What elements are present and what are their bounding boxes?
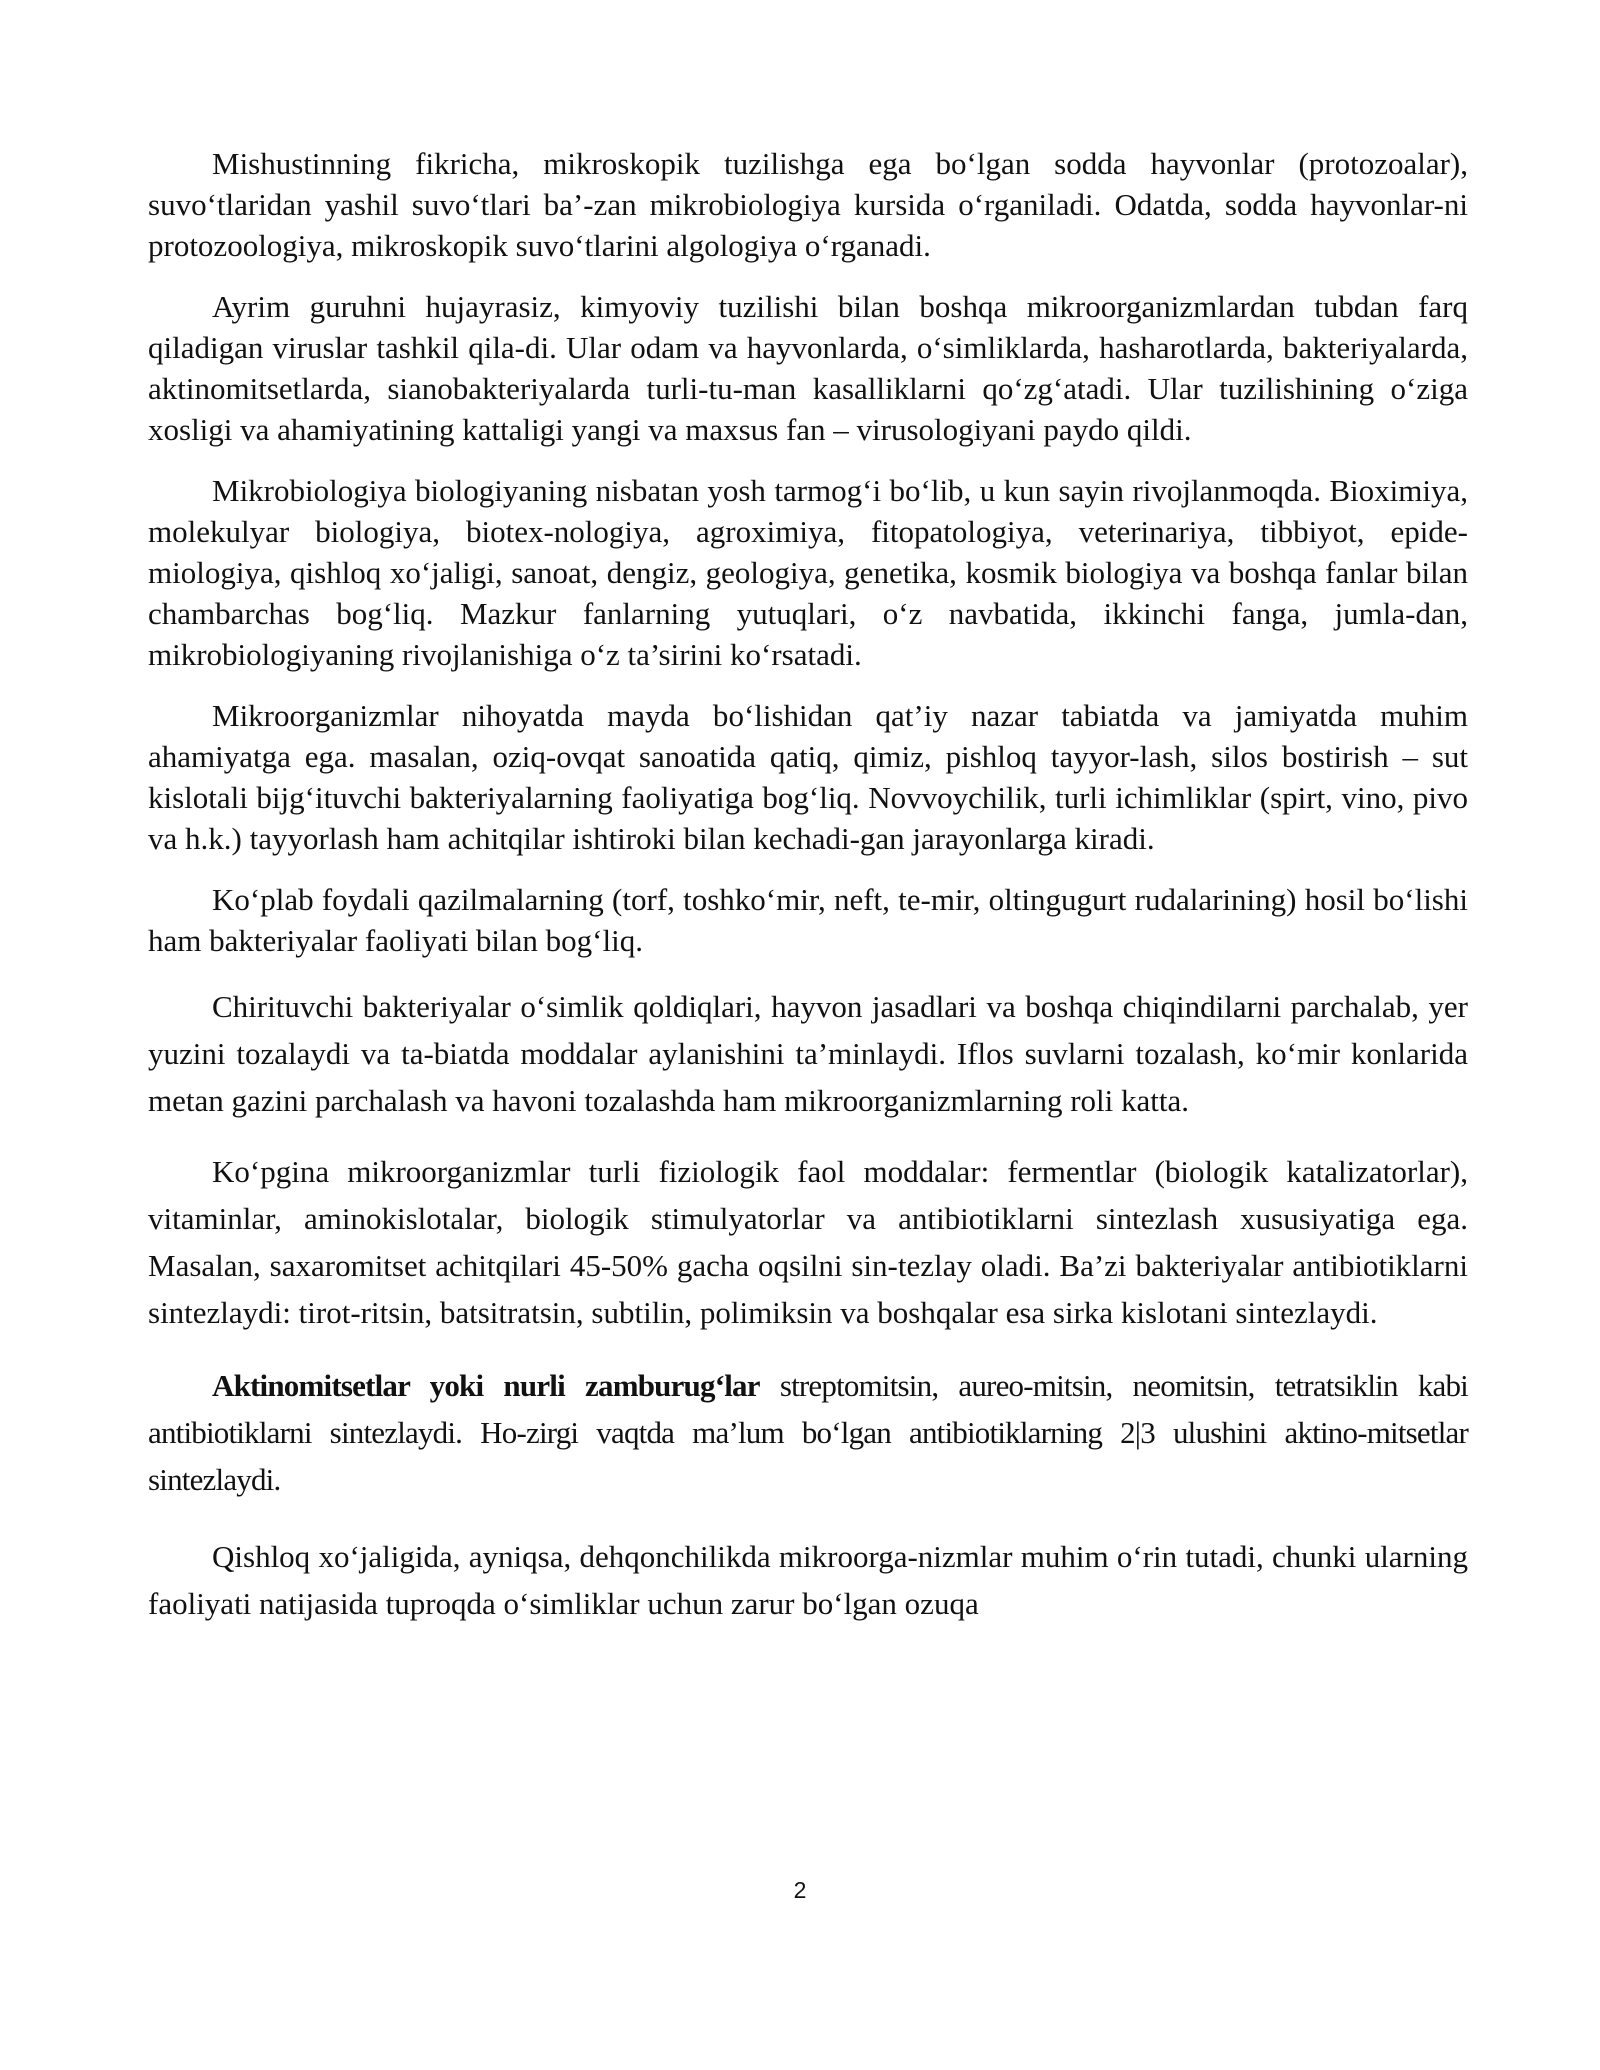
page-number: 2 [793, 1877, 807, 1903]
paragraph-protozoa: Mishustinning fikricha, mikroskopik tuzilishga ega bo‘lgan sodda hayvonlar (protozoalar), suvo‘tlaridan yashil suvo‘tlari ba’-zan mikrobiologiya kursida o‘rganiladi. Odatda, sodda hayvonlar-ni protozoologiya, mikroskopik suvo‘tlarini algologiya o‘rganadi. [148, 146, 1468, 263]
actinomycetes-text: streptomitsin, aureo-mitsin, neomitsin, tetratsiklin kabi antibiotiklarni sintezlaydi. Ho-zirgi vaqtda ma’lum bo‘lgan antibiotiklarning 2|3 ulushini aktino-mitsetlar sintezlaydi. [148, 1368, 1468, 1497]
paragraph-agriculture: Qishloq xo‘jaligida, ayniqsa, dehqonchilikda mikroorga-nizmlar muhim o‘rin tutadi, chunki ularning faoliyati natijasida tuproqda o‘simliklar uchun zarur bo‘lgan ozuqa [148, 1539, 1468, 1621]
actinomycetes-bold-lead: Aktinomitsetlar yoki nurli zamburug‘lar [212, 1368, 760, 1403]
paragraph-minerals: Ko‘plab foydali qazilmalarning (torf, toshko‘mir, neft, te-mir, oltingugurt rudalarining) hosil bo‘lishi ham bakteriyalar faoliyati bilan bog‘liq. [148, 882, 1468, 958]
paragraph-actinomycetes [148, 1362, 1468, 1503]
paragraph-decomposers: Chirituvchi bakteriyalar o‘simlik qoldiqlari, hayvon jasadlari va boshqa chiqindilarni parchalab, yer yuzini tozalaydi va ta-biatda moddalar aylanishini ta’minlaydi. Iflos suvlarni tozalash, ko‘mir konlarida metan gazini parchalash va havoni tozalashda ham mikroorganizmlarning roli katta. [148, 989, 1468, 1118]
body-text [148, 143, 1468, 1627]
paragraph-viruses: Ayrim guruhni hujayrasiz, kimyoviy tuzilishi bilan boshqa mikroorganizmlardan tubdan farq qiladigan viruslar tashkil qila-di. Ular odam va hayvonlarda, o‘simliklarda, hasharotlarda, bakteriyalarda, aktinomitsetlarda, sianobakteriyalarda turli-tu-man kasalliklarni qo‘zg‘atadi. Ular tuzilishining o‘ziga xosligi va ahamiyatining kattaligi yangi va maxsus fan – virusologiyani paydo qildi. [148, 289, 1468, 447]
paragraph-microbiology-field: Mikrobiologiya biologiyaning nisbatan yosh tarmog‘i bo‘lib, u kun sayin rivojlanmoqda. Bioximiya, molekulyar biologiya, biotex-nologiya, agroximiya, fitopatologiya, veterinariya, tibbiyot, epide-miologiya, qishloq xo‘jaligi, sanoat, dengiz, geologiya, genetika, kosmik biologiya va boshqa fanlar bilan chambarchas bog‘liq. Mazkur fanlarning yutuqlari, o‘z navbatida, ikkinchi fanga, jumla-dan, mikrobiologiyaning rivojlanishiga o‘z ta’sirini ko‘rsatadi. [148, 473, 1468, 672]
paragraph-importance: Mikroorganizmlar nihoyatda mayda bo‘lishidan qat’iy nazar tabiatda va jamiyatda muhim ahamiyatga ega. masalan, oziq-ovqat sanoatida qatiq, qimiz, pishloq tayyor-lash, silos bostirish – sut kislotali bijg‘ituvchi bakteriyalarning faoliyatiga bog‘liq. Novvoychilik, turli ichimliklar (spirt, vino, pivo va h.k.) tayyorlash ham achitqilar ishtiroki bilan kechadi-gan jarayonlarga kiradi. [148, 698, 1468, 856]
paragraph-active-substances: Ko‘pgina mikroorganizmlar turli fiziologik faol moddalar: fermentlar (biologik katalizatorlar), vitaminlar, aminokislotalar, biologik stimulyatorlar va antibiotiklarni sintezlash xususiyatiga ega. Masalan, saxaromitset achitqilari 45-50% gacha oqsilni sin-tezlay oladi. Ba’zi bakteriyalar antibiotiklarni sintezlaydi: tirot-ritsin, batsitratsin, subtilin, polimiksin va boshqalar esa sirka kislotani sintezlaydi. [148, 1154, 1468, 1330]
